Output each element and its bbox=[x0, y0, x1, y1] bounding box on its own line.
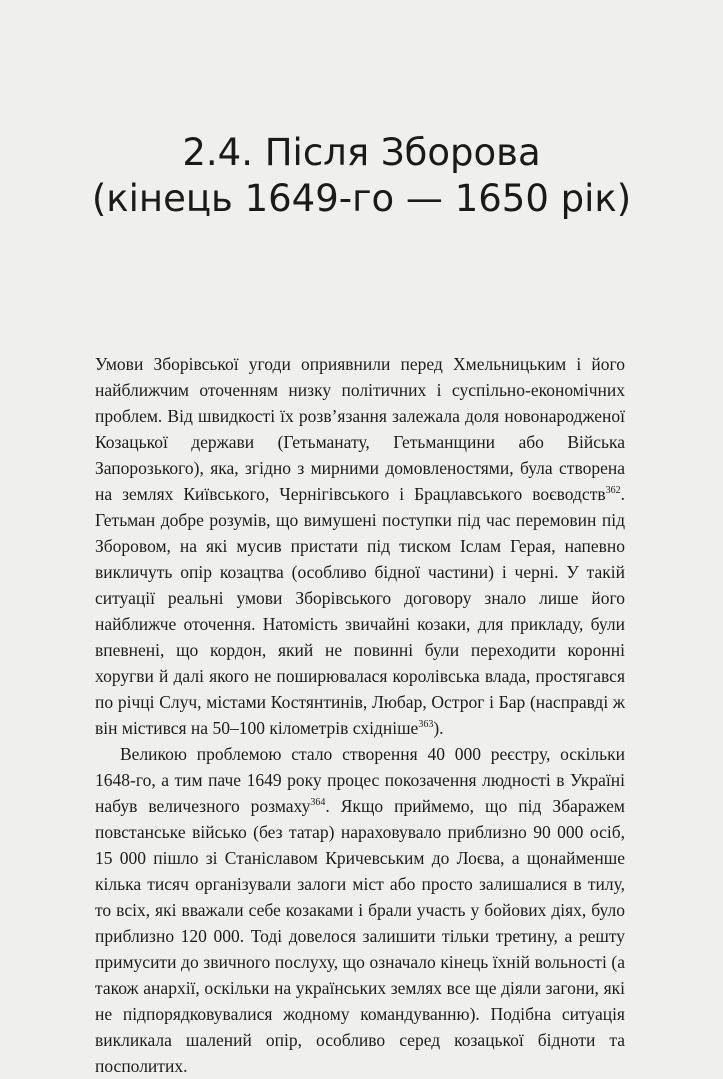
paragraph-1-text-c: ). bbox=[433, 718, 444, 738]
paragraph-1 bbox=[95, 351, 625, 741]
paragraph-2-text-a: Великою проблемою стало створення 40 000 реєстру, оскільки 1648-го, а тим паче 1649 року процес покозачення людності в Україні набув величезного розмаху bbox=[95, 744, 625, 816]
paragraph-1-text-b: . Гетьман добре розумів, що вимушені поступки під час перемовин під Зборовом, на які мусив пристати під тиском Іслам Герая, напевно викличуть опір козацтва (особливо бідної частини) і черні. У такій ситуації реальні умови Зборівського договору знало лише його найближче оточення. Натомість звичайні козаки, для прикладу, були впевнені, що кордон, який не повинні були переходити коронні хоругви й далі якого не поширювалася королівська влада, простягався по річці Случ, містами Костянтинів, Любар, Острог і Бар (насправді ж він містився на 50–100 кілометрів східніше bbox=[95, 484, 625, 738]
paragraph-2 bbox=[95, 741, 625, 1079]
body-text bbox=[95, 351, 625, 1079]
chapter-title bbox=[0, 130, 723, 222]
chapter-title-line-1: 2.4. Після Зборова bbox=[182, 131, 541, 174]
paragraph-2-text-b: . Якщо приймемо, що під Збаражем повстанське військо (без татар) нараховувало приблизно 90 000 осіб, 15 000 пішло зі Станіславом Кричевським до Лоєва, а щонайменше кілька тисяч організували залоги міст або просто залишалися в тилу, то всіх, які вважали себе козаками і брали участь у бойових діях, було приблизно 120 000. Тоді довелося залишити тільки третину, а решту примусити до звичного послуху, що означало кінець їхній вольності (а також анархії, оскільки на українських землях все ще діяли загони, які не підпорядковувалися жодному командуванню). Подібна ситуація викликала шалений опір, особливо серед козацької бідноти та посполитих. bbox=[95, 796, 625, 1076]
paragraph-1-text-a: Умови Зборівської угоди оприявнили перед Хмельницьким і його найближчим оточенням низку політичних і суспільно-економічних проблем. Від швидкості їх розв’язання залежала доля новонародженої Козацької держави (Гетьманату, Гетьманщини або Війська Запорозького), яка, згідно з мирними домовленостями, була створена на землях Київського, Чернігівського і Брацлавського воєводств bbox=[95, 354, 625, 504]
footnote-ref-364: 364 bbox=[310, 797, 326, 809]
footnote-ref-363: 363 bbox=[418, 719, 434, 731]
footnote-ref-362: 362 bbox=[605, 485, 621, 497]
chapter-title-line-2: (кінець 1649-го — 1650 рік) bbox=[91, 177, 632, 220]
